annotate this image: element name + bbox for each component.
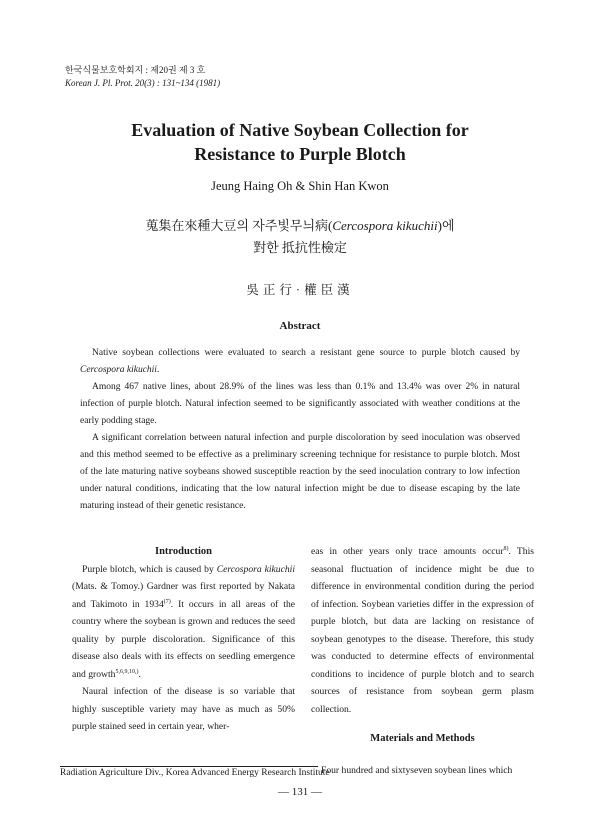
authors: Jeung Haing Oh & Shin Han Kwon bbox=[211, 179, 389, 193]
body-paragraph: eas in other years only trace amounts occur$^{8)}$. This seasonal fluctuation of incidence might be due to difference in environmental condition during the period of infection. Soybean varieties differ in the expression of purple blotch, but data are lacking on resistance of soybean genotypes to the disease. Therefore, this study was conducted to determine effects of environmental conditions to incidence of purple blotch and to search sources of resistance from soybean germ plasm collection. bbox=[311, 545, 534, 715]
korean-title-line-2: 對한 抵抗性檢定 bbox=[253, 240, 347, 255]
footnote-rule bbox=[60, 766, 318, 767]
journal-citation-line: Korean J. Pl. Prot. 20(3) : 131~134 (1981) bbox=[65, 78, 221, 88]
korean-authors: 吳正行·權臣漢 bbox=[246, 283, 354, 297]
body-paragraph: Four hundred and sixtyseven soybean lines which bbox=[321, 764, 513, 776]
methods-heading: Materials and Methods bbox=[370, 733, 475, 744]
abstract-body bbox=[80, 345, 520, 515]
body-paragraph: Purple blotch, which is caused by Cercospora kikuchii (Mats. & Tomoy.) Gardner was first reported by Nakata and Takimoto in 1934$^{(7)}$. It occurs in all areas of the country where the soybean is grown and reduces the seed quality by purple discoloration. Significance of this disease also deals with its effects on seedling emergence and growth$^{5,6,9,10,)}$. bbox=[72, 563, 295, 680]
korean-title-line-1: 蒐集在來種大豆의 자주빛무늬病(Cercospora kikuchii)에 bbox=[145, 218, 455, 233]
left-column bbox=[72, 543, 295, 736]
page-number: — 131 — bbox=[278, 786, 322, 798]
introduction-heading: Introduction bbox=[155, 546, 212, 557]
abstract-paragraph: Among 467 native lines, about 28.9% of the lines was less than 0.1% and 13.4% was over 2% in natural infection of purple blotch. Natural infection seemed to be significantly associated with weather conditions at the early podding stage. bbox=[80, 382, 520, 426]
abstract-paragraph: A significant correlation between natural infection and purple discoloration by seed inoculation was observed and this method seemed to be effective as a preliminary screening technique for resistance to purple blotch. Most of the late maturing native soybeans showed susceptible reaction by the seed inoculation contrary to low infection under natural conditions, indicating that the low natural infection might be due to disease escaping by the late maturing instead of their genetic resistance. bbox=[80, 433, 520, 511]
title-line-1: Evaluation of Native Soybean Collection for bbox=[131, 120, 469, 140]
paper-title bbox=[0, 118, 600, 166]
footnote: Radiation Agriculture Div., Korea Advanced Energy Research Institute bbox=[60, 768, 330, 778]
abstract-paragraph: Native soybean collections were evaluated to search a resistant gene source to purple blotch caused by Cercospora kikuchii. bbox=[80, 348, 520, 375]
korean-title bbox=[0, 215, 600, 259]
body-paragraph: Naural infection of the disease is so variable that highly susceptible variety may have as much as 50% purple stained seed in certain year, wher- bbox=[72, 686, 295, 732]
journal-korean-line: 한국식물보호학회지 : 제20권 제 3 호 bbox=[65, 65, 206, 75]
abstract-heading: Abstract bbox=[279, 320, 321, 332]
right-column bbox=[311, 543, 534, 779]
title-line-2: Resistance to Purple Blotch bbox=[194, 144, 406, 164]
journal-header bbox=[65, 64, 220, 90]
